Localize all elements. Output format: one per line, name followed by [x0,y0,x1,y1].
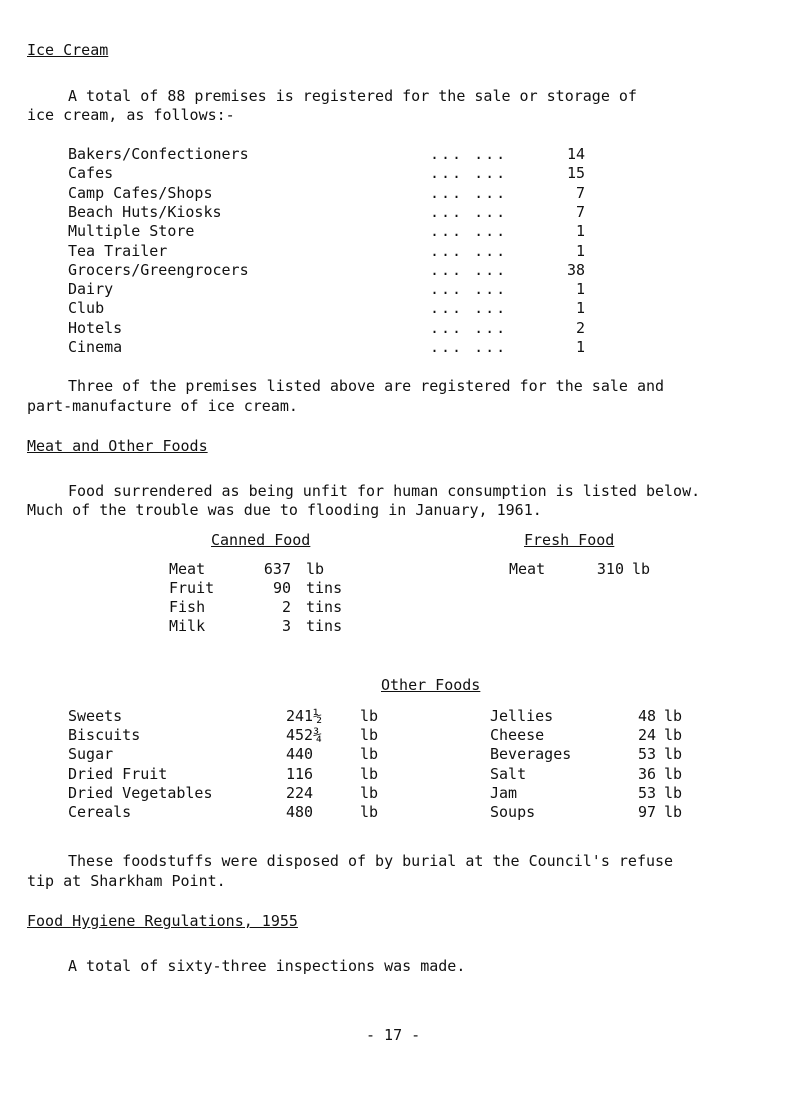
other-food-unit: lb [664,803,683,821]
canned-unit: lb [306,560,325,578]
canned-food-heading: Canned Food [211,531,311,549]
premises-count: 1 [575,242,585,260]
other-food-unit: lb [360,726,379,744]
other-food-item: Soups [490,803,536,821]
canned-unit: tins [306,598,343,616]
meat-foods-intro-line2: Much of the trouble was due to flooding in January, 1961. [27,501,542,519]
canned-qty: 637 [263,560,291,578]
premises-type: Dairy [68,280,114,298]
other-food-item: Dried Vegetables [68,784,213,802]
premises-dots: ... ... [430,203,508,221]
premises-type: Club [68,299,105,317]
canned-unit: tins [306,579,343,597]
premises-type: Tea Trailer [68,242,168,260]
other-food-qty: 224 [286,784,314,802]
other-food-qty: 116 [286,765,314,783]
canned-qty: 90 [272,579,291,597]
canned-qty: 3 [281,617,291,635]
premises-type: Multiple Store [68,222,195,240]
canned-item: Meat [169,560,206,578]
premises-type: Camp Cafes/Shops [68,184,213,202]
other-food-item: Dried Fruit [68,765,168,783]
other-food-item: Sweets [68,707,123,725]
meat-foods-heading: Meat and Other Foods [27,437,208,455]
premises-count: 38 [566,261,585,279]
other-food-unit: lb [664,765,683,783]
other-food-item: Cheese [490,726,545,744]
other-food-item: Jam [490,784,518,802]
other-food-item: Beverages [490,745,572,763]
ice-cream-note-line1: Three of the premises listed above are registered for the sale and [68,377,665,395]
premises-type: Hotels [68,319,123,337]
premises-dots: ... ... [430,242,508,260]
other-foods-heading: Other Foods [381,676,481,694]
premises-type: Cinema [68,338,123,356]
premises-count: 1 [575,338,585,356]
other-food-unit: lb [360,784,379,802]
other-food-qty: 440 [286,745,314,763]
canned-qty: 2 [281,598,291,616]
other-food-unit: lb [664,745,683,763]
premises-dots: ... ... [430,164,508,182]
other-food-qty: 36 [637,765,656,783]
disposal-line1: These foodstuffs were disposed of by burial at the Council's refuse [68,852,674,870]
meat-foods-intro-line1: Food surrendered as being unfit for human consumption is listed below. [68,482,701,500]
premises-dots: ... ... [430,145,508,163]
hygiene-heading: Food Hygiene Regulations, 1955 [27,912,298,930]
canned-item: Fruit [169,579,215,597]
premises-dots: ... ... [430,261,508,279]
premises-count: 1 [575,222,585,240]
fresh-qty: 310 [596,560,624,578]
other-food-unit: lb [360,803,379,821]
other-food-unit: lb [360,707,379,725]
canned-item: Fish [169,598,206,616]
other-food-qty: 241½ [286,707,323,725]
other-food-unit: lb [360,745,379,763]
ice-cream-note-line2: part-manufacture of ice cream. [27,397,298,415]
ice-cream-intro-line1: A total of 88 premises is registered for the sale or storage of [68,87,637,105]
other-food-qty: 53 [637,745,656,763]
other-food-unit: lb [664,784,683,802]
fresh-food-heading: Fresh Food [524,531,615,549]
page-number: - 17 - [366,1026,421,1044]
canned-unit: tins [306,617,343,635]
other-food-qty: 480 [286,803,314,821]
other-food-unit: lb [664,707,683,725]
premises-type: Beach Huts/Kiosks [68,203,222,221]
ice-cream-intro-line2: ice cream, as follows:- [27,106,235,124]
fresh-item: Meat [509,560,546,578]
premises-type: Bakers/Confectioners [68,145,249,163]
premises-count: 1 [575,280,585,298]
premises-count: 7 [575,184,585,202]
ice-cream-heading: Ice Cream [27,41,109,59]
fresh-unit: lb [632,560,651,578]
premises-dots: ... ... [430,222,508,240]
premises-type: Grocers/Greengrocers [68,261,249,279]
premises-dots: ... ... [430,319,508,337]
canned-item: Milk [169,617,206,635]
premises-count: 15 [566,164,585,182]
premises-dots: ... ... [430,280,508,298]
premises-dots: ... ... [430,184,508,202]
other-food-qty: 53 [637,784,656,802]
other-food-qty: 48 [637,707,656,725]
premises-dots: ... ... [430,299,508,317]
premises-count: 2 [575,319,585,337]
hygiene-text: A total of sixty-three inspections was made. [68,957,466,975]
premises-dots: ... ... [430,338,508,356]
premises-count: 14 [566,145,585,163]
other-food-qty: 452¾ [286,726,323,744]
other-food-qty: 97 [637,803,656,821]
other-food-item: Sugar [68,745,114,763]
other-food-item: Jellies [490,707,554,725]
other-food-item: Salt [490,765,527,783]
other-food-item: Biscuits [68,726,141,744]
premises-count: 1 [575,299,585,317]
premises-count: 7 [575,203,585,221]
disposal-line2: tip at Sharkham Point. [27,872,226,890]
other-food-item: Cereals [68,803,132,821]
other-food-unit: lb [664,726,683,744]
other-food-qty: 24 [637,726,656,744]
premises-type: Cafes [68,164,114,182]
other-food-unit: lb [360,765,379,783]
